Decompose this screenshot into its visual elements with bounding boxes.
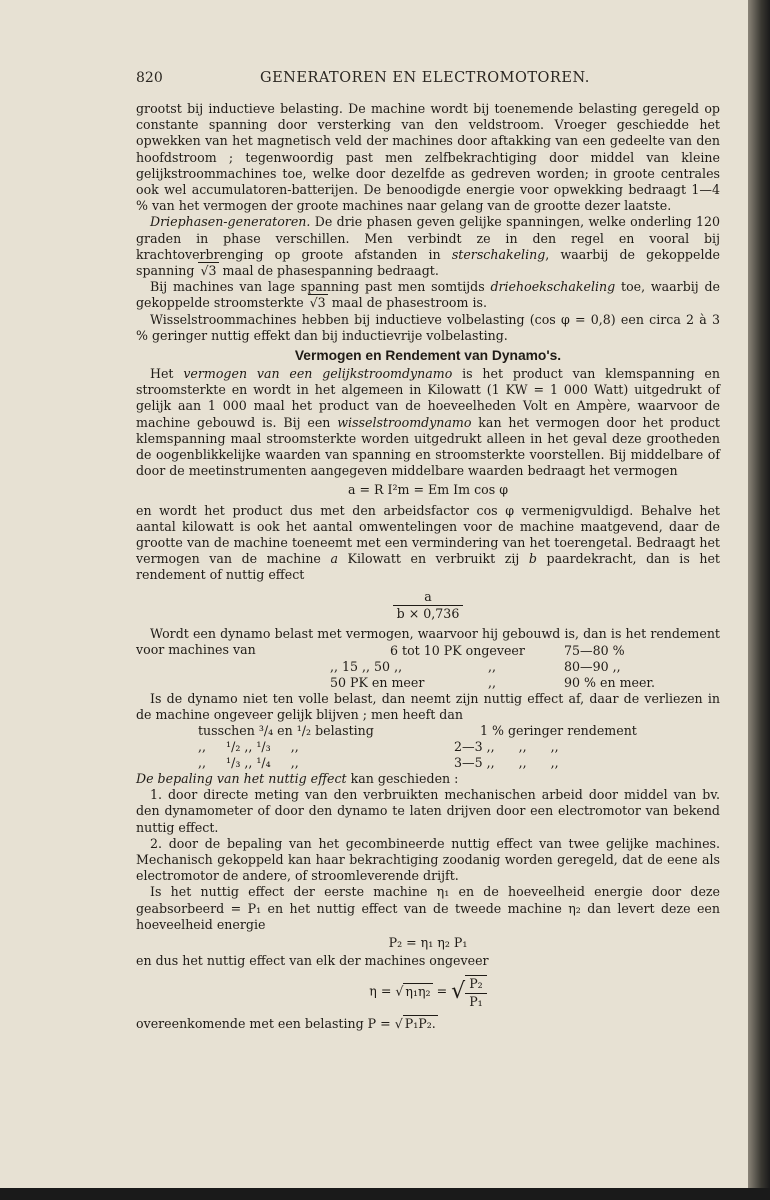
fraction-numerator: a bbox=[424, 588, 432, 604]
formula-efficiency bbox=[136, 589, 720, 622]
term-driephasen: Driephasen-generatoren. bbox=[150, 214, 311, 230]
list-item: 2. door de bepaling van het gecombineerde nuttig effect van twee gelijke machines. Mechanisch gekoppeld kan haar bekrachtiging zoodanig worden geregeld, dat de eene als electromotor de andere, of stroomleverende drijft. bbox=[136, 835, 720, 884]
formula-power: a = R I²m = Em Im cos φ bbox=[347, 482, 509, 498]
table-row: 6 tot 10 PK ongeveer bbox=[390, 642, 525, 658]
page-number: 820 bbox=[136, 70, 163, 86]
root-p1p2: P₁P₂. bbox=[404, 1015, 436, 1031]
paragraph-driehoek: Bij machines van lage spanning past men somtijds driehoekschakeling toe, waarbij de gekoppelde stroomsterkte √3 maal de phasestroom is. bbox=[136, 279, 720, 311]
paragraph-last: overeenkomende met een belasting P = √ P₁P₂. bbox=[136, 1015, 436, 1031]
page-edge bbox=[748, 0, 770, 1188]
list-item: 1. door directe meting van den verbruikten mechanischen arbeid door middel van bv. den dynamometer of door den dynamo te laten drijven door een electromotor van bekend nuttig effect. bbox=[136, 787, 720, 835]
root-3-b: √3 bbox=[309, 295, 326, 311]
running-title: GENERATOREN EN ELECTROMOTOREN. bbox=[260, 70, 590, 86]
table-cell: 3—5 ,, ,, ,, bbox=[454, 754, 559, 770]
paragraph-vermogen: Het vermogen van een gelijkstroomdynamo is het product van klemspanning en stroomsterkte en wordt in het algemeen in Kilowatt (1 KW = 1 000 Watt) uitgedrukt of gelijk aan 1 000 maal het product van de hoeveelheden Volt en Ampère, waarvoor de machine gebouwd is. Bij een wisselstroomdynamo kan het vermogen door het product klemspanning maal stroomsterkte worden uitgedrukt alleen in het geval deze grootheden de oogenblikkelijke waarden van spanning en stroomsterkte voorstellen. Bij middelbare of door de meetinstrumenten aangegeven middelbare waarden bedraagt het vermogen bbox=[136, 366, 720, 479]
table-row: ,, 15 ,, 50 ,, bbox=[330, 658, 403, 674]
page-header bbox=[136, 70, 720, 92]
partial-load-table bbox=[136, 723, 720, 771]
table-cell: 1 % geringer rendement bbox=[480, 722, 637, 738]
fraction-denominator: b × 0,736 bbox=[393, 605, 464, 622]
page-body bbox=[136, 101, 720, 1032]
paragraph-excitation: grootst bij inductieve belasting. De machine wordt bij toenemende belasting geregeld op constante spanning door versterking van den veldstroom. Vroeger geschiedde het opwekken van het magnetisch veld der machines door aftakking van een gedeelte van den hoofdstroom ; tegenwoordig past men zelfbekrachtiging door middel van kleine gelijkstroommachines toe, welke door dezelfde as gedreven worden; in groote centrales ook wel accumulatoren-batterijen. De benoodigde energie voor opwekking bedraagt 1—4 % van het vermogen der groote machines naar gelang van de grootte dezer laatste. bbox=[136, 101, 720, 214]
paragraph-bepaling: De bepaling van het nuttig effect kan geschieden : bbox=[136, 770, 459, 786]
table-row: tusschen ³/₄ en ¹/₂ belasting bbox=[198, 722, 374, 738]
formula-eta: η = √ η₁η₂ = √ $\frac{\text{P₂}}{\text{P₁}}$ bbox=[136, 975, 720, 1009]
table-cell: 90 % en meer. bbox=[564, 674, 656, 690]
paragraph-nuttig: Is het nuttig effect der eerste machine η₁ en de hoeveelheid energie door deze geabsorbeerd = P₁ en het nuttig effect van de tweede machine η₂ dan levert deze een hoeveelheid energie bbox=[136, 884, 720, 932]
term-vermogen: vermogen van een gelijkstroomdynamo bbox=[183, 366, 453, 382]
paragraph-dus: en dus het nuttig effect van elk der machines ongeveer bbox=[136, 953, 489, 969]
table-cell: ,, bbox=[488, 674, 497, 690]
paragraph-driephasen: Driephasen-generatoren. De drie phasen geven gelijke spanningen, welke onderling 120 graden in phase verschillen. Men verbindt ze in den regel en vooral bij krachtoverbrenging op groote afstanden in sterschakeling, waarbij de gekoppelde spanning √3 maal de phasespanning bedraagt. bbox=[136, 214, 720, 279]
table-row: 50 PK en meer bbox=[330, 674, 425, 690]
root-3: √3 bbox=[200, 263, 217, 279]
term-sterschakeling: sterschakeling bbox=[451, 246, 546, 262]
formula-p2: P₂ = η₁ η₂ P₁ bbox=[388, 934, 468, 950]
table-cell: 2—3 ,, ,, ,, bbox=[454, 738, 559, 754]
term-driehoekschakeling: driehoekschakeling bbox=[490, 279, 616, 295]
paragraph-arbeidsfactor: en wordt het product dus met den arbeidsfactor cos φ vermenigvuldigd. Behalve het aantal kilowatt is ook het aantal omwentelingen voor de machine maatgevend, daar de grootte van de machine toeneemt met een vermindering van het toerengetal. Bedraagt het vermogen van de machine a Kilowatt en verbruikt zij b paardekracht, dan is het rendement of nuttig effect bbox=[136, 502, 720, 583]
term-wisselstroomdynamo: wisselstroomdynamo bbox=[337, 414, 472, 430]
table-cell: 80—90 ,, bbox=[564, 658, 621, 674]
paragraph-dynamo: Wordt een dynamo belast met vermogen, waarvoor hij gebouwd is, dan is het rendement voor machines van bbox=[136, 626, 720, 658]
term-bepaling: De bepaling van het nuttig effect bbox=[136, 770, 347, 786]
table-cell: 75—80 % bbox=[564, 642, 625, 658]
table-row: ,, ¹/₂ ,, ¹/₃ ,, bbox=[198, 738, 299, 754]
paragraph-partial-load: Is de dynamo niet ten volle belast, dan neemt zijn nuttig effect af, daar de verliezen in de machine ongeveer gelijk blijven ; men heeft dan bbox=[136, 690, 720, 722]
table-row: ,, ¹/₃ ,, ¹/₄ ,, bbox=[198, 754, 299, 770]
paragraph-wisselstroom: Wisselstroommachines hebben bij inductieve volbelasting (cos φ = 0,8) een circa 2 à 3 % geringer nuttig effekt dan bij inductievrije volbelasting. bbox=[136, 311, 720, 343]
table-cell: ,, bbox=[488, 658, 497, 674]
section-title: Vermogen en Rendement van Dynamo's. bbox=[294, 348, 562, 364]
